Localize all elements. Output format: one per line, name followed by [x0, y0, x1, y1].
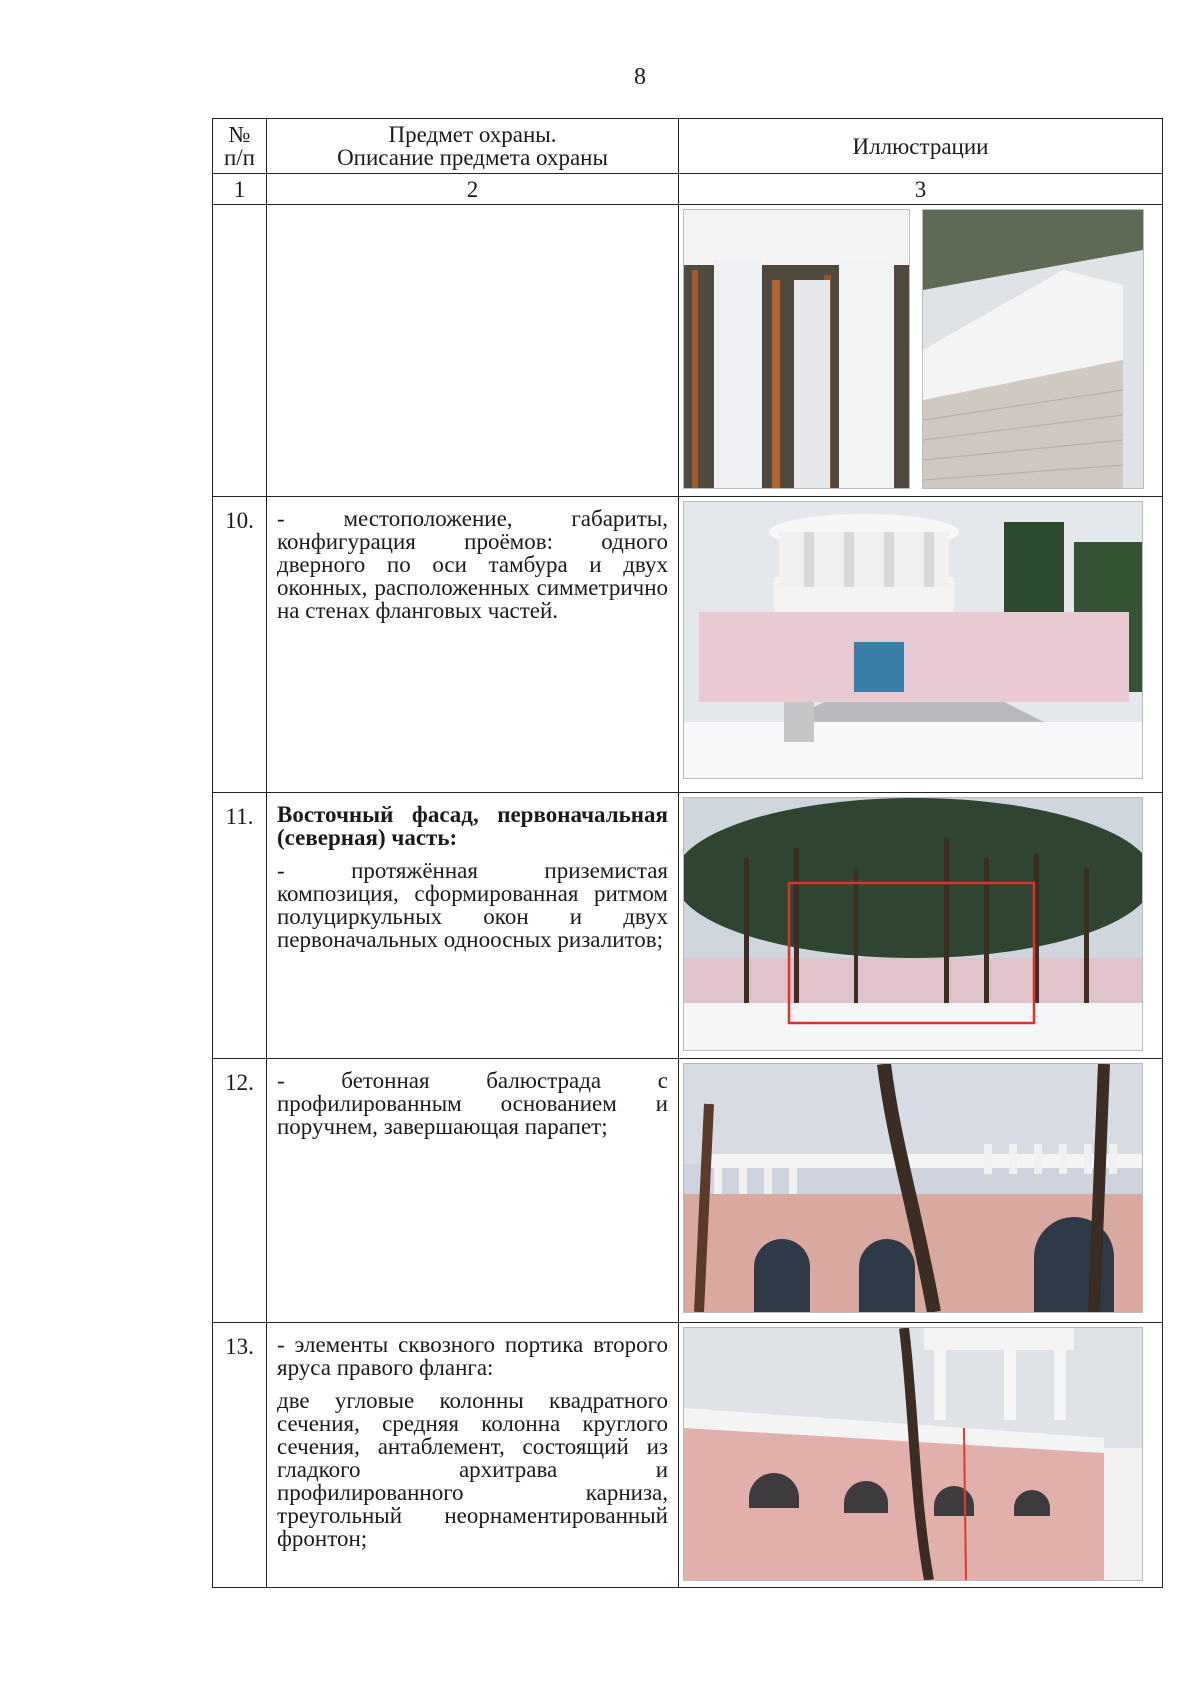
photo-balustrade	[683, 1063, 1143, 1313]
row-number: 11.	[213, 793, 267, 1059]
table-row-11	[213, 793, 1163, 1059]
row-illustrations	[679, 793, 1163, 1059]
photo-colonnade	[683, 209, 910, 489]
header-subject-line2: Описание предмета охраны	[337, 145, 608, 170]
photo-rotunda-entrance	[683, 501, 1143, 779]
header-number: № п/п	[213, 119, 267, 174]
column-number-1: 1	[213, 174, 267, 205]
header-subject-line1: Предмет охраны.	[388, 122, 557, 147]
row-description	[267, 1323, 679, 1588]
page-number: 8	[634, 64, 646, 90]
photo-portico-second-tier	[683, 1327, 1143, 1581]
column-number-2: 2	[267, 174, 679, 205]
header-row	[213, 119, 1163, 174]
row-illustrations	[679, 1059, 1163, 1323]
row-number: 12.	[213, 1059, 267, 1323]
photo-east-facade	[683, 797, 1143, 1051]
row-illustrations	[679, 497, 1163, 793]
table-row-10	[213, 497, 1163, 793]
row-illustrations	[679, 205, 1163, 497]
row-line: - бетонная балюстрада с профилированным основанием и поручнем, завершающая парапет;	[277, 1068, 668, 1139]
row-line: две угловые колонны квадратного сечения, средняя колонна круглого сечения, антаблемент, состоящий из гладкого архитрава и профилированного карниза, треугольный неорнаментированный фронтон;	[277, 1388, 668, 1551]
row-illustrations	[679, 1323, 1163, 1588]
table-row-continuation	[213, 205, 1163, 497]
table-row-13	[213, 1323, 1163, 1588]
header-subject	[267, 119, 679, 174]
column-number-row	[213, 174, 1163, 205]
row-line: - элементы сквозного портика второго яруса правого фланга:	[277, 1332, 668, 1380]
row-number	[213, 205, 267, 497]
photo-portico-corner	[922, 209, 1144, 489]
row-description	[267, 205, 679, 497]
row-description	[267, 1059, 679, 1323]
row-heading: Восточный фасад, первоначальная (северная) часть:	[277, 802, 668, 850]
row-description	[267, 497, 679, 793]
row-number: 13.	[213, 1323, 267, 1588]
table-row-12	[213, 1059, 1163, 1323]
column-number-3: 3	[679, 174, 1163, 205]
row-number: 10.	[213, 497, 267, 793]
protection-table	[212, 118, 1163, 1588]
row-line: - местоположение, габариты, конфигурация проёмов: одного дверного по оси тамбура и двух оконных, расположенных симметрично на стенах фланговых частей.	[277, 506, 668, 623]
row-description	[267, 793, 679, 1059]
header-illustrations: Иллюстрации	[679, 119, 1163, 174]
row-line: - протяжённая приземистая композиция, сформированная ритмом полуциркульных окон и двух первоначальных одноосных ризалитов;	[277, 858, 668, 952]
